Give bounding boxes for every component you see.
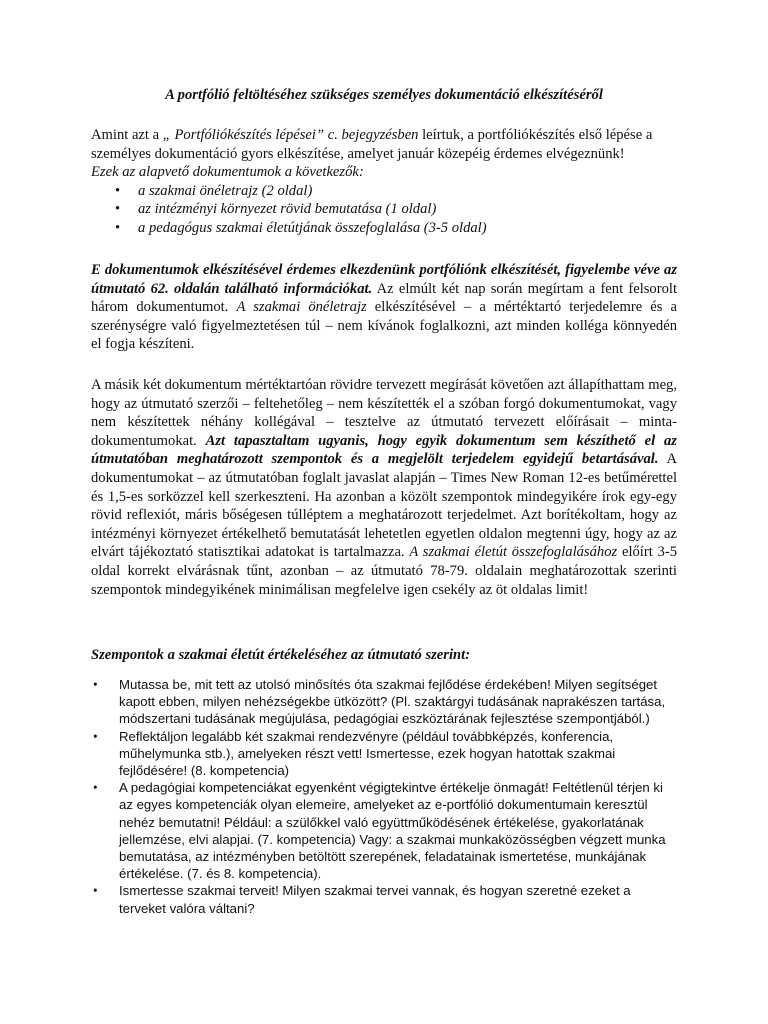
list-item: • az intézményi környezet rövid bemutatása (1 oldal) [91, 200, 677, 219]
body-text: elkészítésével – a mértéktartó terjedelemre és a szerénységre való figyelmeztetésen túl – nem kívánok foglalkozni, azt minden kolléga könnyedén el fogja készíteni. [91, 299, 677, 353]
document-title: A portfólió feltöltéséhez szükséges személyes dokumentáció elkészítéséről [165, 87, 603, 103]
section-heading: Szempontok a szakmai életút értékeléséhez az útmutató szerint: [91, 647, 471, 663]
body-text: A másik két dokumentum mértéktartóan rövidre tervezett megírását követően azt állapíthattam meg, hogy az útmutató szerzői – feltehetőleg – nem készítették el a szóban forgó dokumentumokat, vagy nem készítettek néhány kollégával – tesztelve az útmutató tervezett előírásait – minta-dokumentumokat. [91, 377, 677, 449]
emphasis-text: E dokumentumok elkészítésével érdemes elkezdenünk portfóliónk elkészítését, figyelembe véve az útmutató 62. oldalán található információkat. [91, 262, 677, 297]
criteria-list [91, 676, 677, 917]
body-text: előírt 3-5 oldal korrekt elvárásnak tűnt, azonban – az útmutató 78-79. oldalain meghatározottak szerinti szempontok mindegyikének minimálisan megfelelve igen csekély az öt oldalas limit! [91, 544, 677, 598]
list-item: • Ismertesse szakmai terveit! Milyen szakmai tervei vannak, és hogyan szeretné ezeket a terveket valóra váltani? [91, 882, 677, 916]
italic-term: A szakmai életút összefoglalásához [409, 544, 618, 561]
paragraph-3 [91, 376, 677, 599]
intro-text-end: leírtuk, a portfóliókészítés első lépése a személyes dokumentáció gyors elkészítése, amelyet január közepéig érdemes elvégeznünk! [91, 127, 653, 162]
document-list [91, 182, 677, 238]
list-item: • Mutassa be, mit tett az utolsó minősítés óta szakmai fejlődése érdekében! Milyen segítséget kapott ebben, milyen nehézségekbe ütközött? (Pl. szaktárgyi tudásának naprakészen tartása, módszertani tudásának megújulása, pedagógiai eszköztárának fejlesztése szempontjából.) [91, 676, 677, 728]
emphasis-text: Azt tapasztaltam ugyanis, hogy egyik dokumentum sem készíthető el az útmutatóban meghatározott szempontok és a megjelölt terjedelem egyidejű betartásával. [91, 432, 677, 468]
list-item: • a pedagógus szakmai életútjának összefoglalása (3-5 oldal) [91, 219, 677, 238]
list-item: • a szakmai önéletrajz (2 oldal) [91, 182, 677, 201]
list-item: • Reflektáljon legalább két szakmai rendezvényre (például továbbképzés, konferencia, műhelymunka stb.), amelyeken részt vett! Ismertesse, ezek hogyan hatottak szakmai fejlődésére! (8. kompetencia) [91, 728, 677, 780]
body-text: Az elmúlt két nap során megírtam a fent felsorolt három dokumentumot. [91, 280, 677, 316]
intro-text-start: Amint azt a [91, 127, 163, 143]
paragraph-2 [91, 261, 677, 354]
list-item: • A pedagógiai kompetenciákat egyenként végigtekintve értékelje önmagát! Feltétlenül térjen ki az egyes kompetenciák olyan elemeire, amelyeket az e-portfólió dokumentumain keresztül nehéz bemutatni! Például: a szülőkkel való együttműködésének értékelése, gyakorlatának jellemzése, elvi alapjai. (7. kompetencia) Vagy: a szakmai munkaközösségben végzett munka bemutatása, az intézményben betöltött szerepének, feladatainak ismertetése, munkájának értékelése. (7. és 8. kompetencia). [91, 779, 677, 882]
document-list-intro: Ezek az alapvető dokumentumok a következők: [91, 164, 364, 181]
intro-section [91, 126, 677, 238]
referenced-post-title: „ Portfóliókészítés lépései” c. bejegyzésben [162, 127, 419, 143]
italic-term: A szakmai önéletrajz [236, 299, 367, 316]
body-text: A dokumentumokat – az útmutatóban foglalt javaslat alapján – Times New Roman 12-es betűmérettel és 1,5-es sorközzel kell szerkeszteni. Ha azonban a közölt szempontok mindegyikére írok egy-egy rövid reflexiót, máris bőségesen túlléptem a meghatározott terjedelmet. Azt borítékoltam, hogy az intézményi környezet értékelhető bemutatását lehetetlen egyetlen oldalon megtenni úgy, hogy az az elvárt tájékoztató statisztikai adatokat is tartalmazza. [91, 451, 677, 561]
intro-paragraph [91, 126, 677, 163]
